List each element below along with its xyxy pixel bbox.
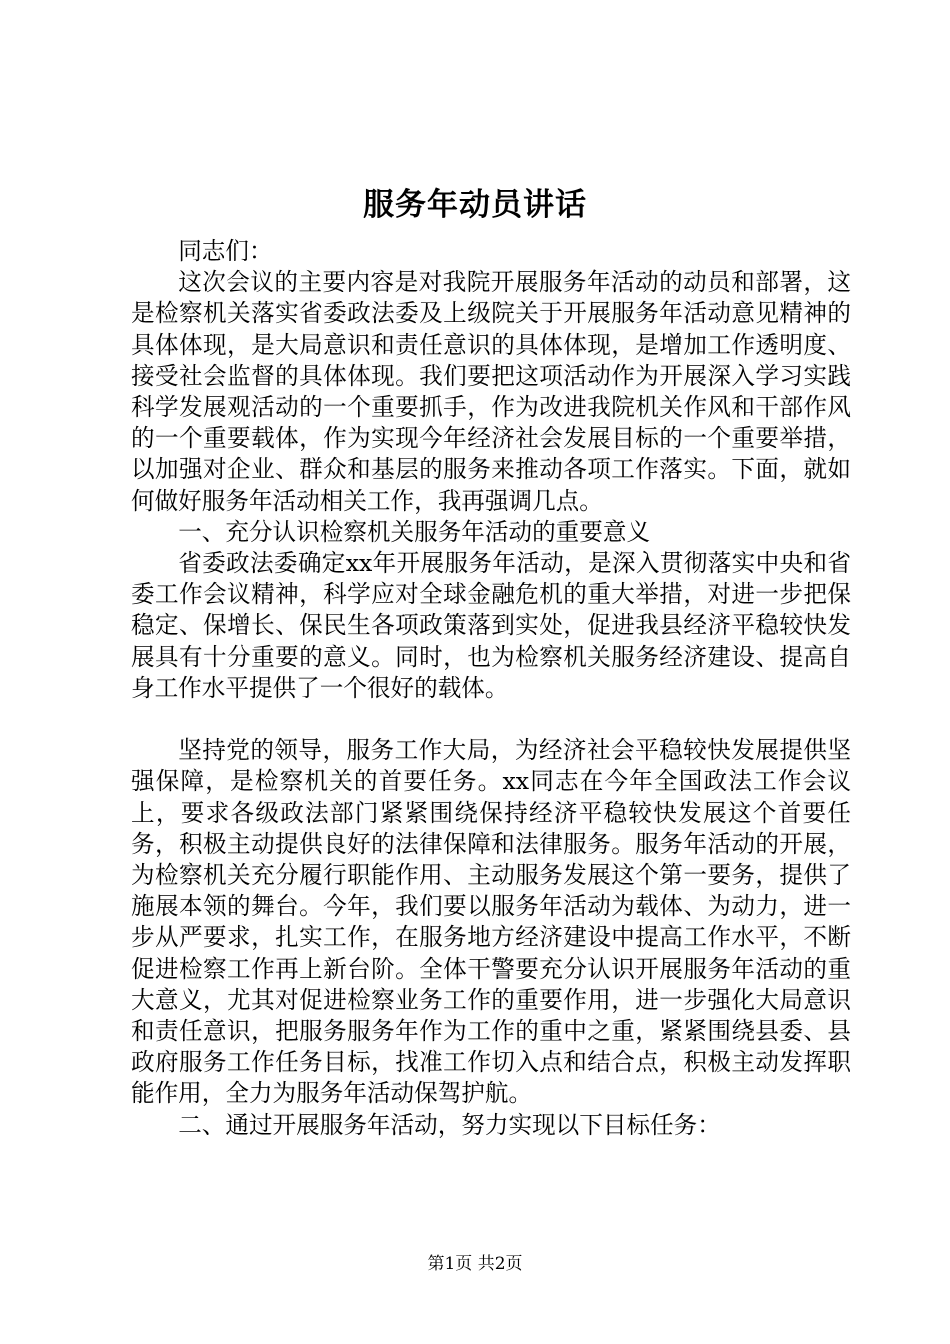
paragraph-intro: 这次会议的主要内容是对我院开展服务年活动的动员和部署，这是检察机关落实省委政法委及上级院关于开展服务年活动意见精神的具体体现，是大局意识和责任意识的具体体现，是增加工作透明度、接受社会监督的具体体现。我们要把这项活动作为开展深入学习实践科学发展观活动的一个重要抓手，作为改进我院机关作风和干部作风的一个重要载体，作为实现今年经济社会发展目标的一个重要举措，以加强对企业、群众和基层的服务来推动各项工作落实。下面，就如何做好服务年活动相关工作，我再强调几点。 [131, 268, 851, 515]
document-body [131, 236, 851, 1141]
paragraph-section-1-continued: 坚持党的领导，服务工作大局，为经济社会平稳较快发展提供坚强保障，是检察机关的首要任务。xx同志在今年全国政法工作会议上，要求各级政法部门紧紧围绕保持经济平稳较快发展这个首要任务，积极主动提供良好的法律保障和法律服务。服务年活动的开展，为检察机关充分履行职能作用、主动服务发展这个第一要务，提供了施展本领的舞台。今年，我们要以服务年活动为载体、为动力，进一步从严要求，扎实工作，在服务地方经济建设中提高工作水平，不断促进检察工作再上新台阶。全体干警要充分认识开展服务年活动的重大意义，尤其对促进检察业务工作的重要作用，进一步强化大局意识和责任意识，把服务服务年作为工作的重中之重，紧紧围绕县委、县政府服务工作任务目标，找准工作切入点和结合点，积极主动发挥职能作用，全力为服务年活动保驾护航。 [131, 736, 851, 1108]
salutation: 同志们： [178, 237, 273, 265]
page-number-footer: 第1页 共2页 [427, 1254, 523, 1274]
section-heading-2: 二、通过开展服务年活动，努力实现以下目标任务： [178, 1110, 721, 1139]
document-title: 服务年动员讲话 [363, 187, 587, 223]
section-heading-1: 一、充分认识检察机关服务年活动的重要意义 [178, 517, 651, 546]
paragraph-section-1: 省委政法委确定xx年开展服务年活动，是深入贯彻落实中央和省委工作会议精神，科学应对全球金融危机的重大举措，对进一步把保稳定、保增长、保民生各项政策落到实处，促进我县经济平稳较快发展具有十分重要的意义。同时，也为检察机关服务经济建设、提高自身工作水平提供了一个很好的载体。 [131, 549, 851, 702]
